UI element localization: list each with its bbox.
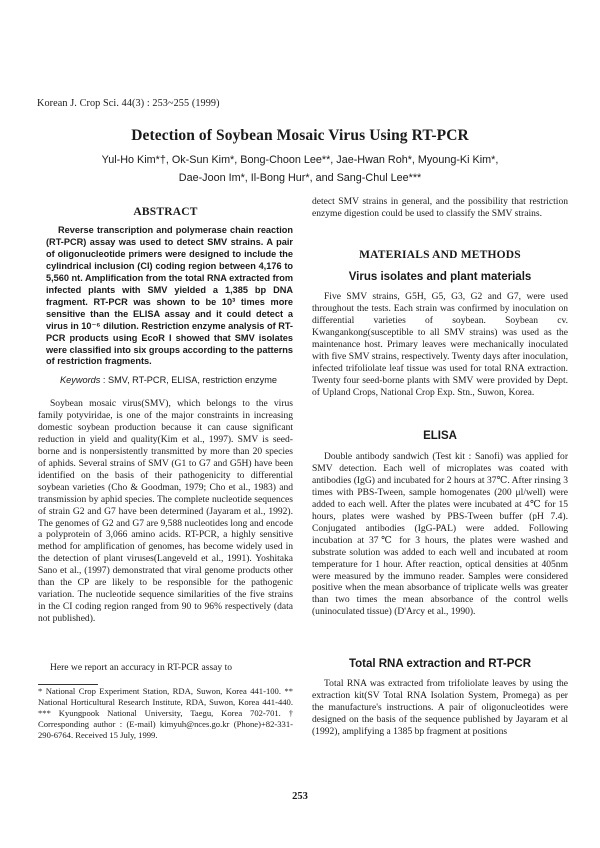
page-number: 253	[292, 791, 308, 802]
author-list	[60, 151, 540, 187]
footnote-divider	[38, 684, 98, 685]
abstract-text: Reverse transcription and polymerase chain reaction (RT-PCR) assay was used to detect SMV strains. A pair of oligonucleotide primers were designed to include the cylindrical inclusion (CI) coding region between 4,176 to 5,560 nt. Amplification from the total RNA extracted from infected plants with SMV yielded a 1,385 bp DNA fragment. RT-PCR was shown to be 10³ times more sensitive than the ELISA assay and it could detect a virus in 10⁻⁶ dilution. Restriction enzyme analysis of RT- PCR products using EcoR I showed that SMV isolates were classified into six groups according to the patterns of restriction fragments.	[46, 225, 293, 367]
keywords-label: Keywords	[60, 375, 101, 385]
virus-isolates-text: Five SMV strains, G5H, G5, G3, G2 and G7, were used throughout the tests. Each strain was confirmed by inoculation on differential varieties of soybean. Soybean cv. Kwangankong(susceptible to all SMV strains) was used as the maintenance host. Primary leaves were mechanically inoculated with five SMV strains, respectively. Twenty days after inoculation, infected trifoliolate leaf tissue was used for total RNA extraction. Twenty four seed-borne plants with SMV were provided by Dept. of Upland Crops, National Crop Exp. Stn., Suwon, Korea.	[312, 291, 568, 398]
keywords-list: : SMV, RT-PCR, ELISA, restriction enzyme	[100, 375, 278, 385]
methods-heading: MATERIALS AND METHODS	[359, 249, 521, 261]
authors-line-1: Yul-Ho Kim*†, Ok-Sun Kim*, Bong-Choon Lee**, Jae-Hwan Roh*, Myoung-Ki Kim*,	[101, 154, 499, 166]
rna-extraction-text: Total RNA was extracted from trifoliolate leaves by using the extraction kit(SV Total RNA Isolation System, Promega) as per the manufacture's instructions. A pair of oligonucleotides were designed on the basis of the sequence published by Jayaram et al (1992), amplifying a 1385 bp fragment at positions	[312, 678, 568, 737]
authors-line-2: Dae-Joon Im*, Il-Bong Hur*, and Sang-Chul Lee***	[178, 172, 422, 184]
journal-citation: Korean J. Crop Sci. 44(3) : 253~255 (1999)	[37, 98, 220, 109]
paper-title: Detection of Soybean Mosaic Virus Using RT-PCR	[131, 127, 469, 144]
elisa-text: Double antibody sandwich (Test kit : Sanofi) was applied for SMV detection. Each well of microplates was coated with antibodies (IgG) and incubated for 2 hours at 37℃. After rinsing 3 times with PBS-Tween, sample homogenates (200 μl/well) were added to each well. After the plates were incubated at 4℃ for 15 hours, plates were washed by PBS-Tween buffer (pH 7.4). Conjugated antibodies (IgG-PAL) were added. Following incubation at 37℃ for 3 hours, the plates were washed and substrate solution was added to each well and incubated at room temperature for 1 hour. After reaction, optical densities at 405nm were measured by the immuno reader. Samples were considered positive when the mean absorbance of triplicate wells was greater than two times the mean absorbance of the control wells (uninoculated tissue) (D'Arcy et al., 1990).	[312, 451, 568, 618]
subheading-virus-isolates: Virus isolates and plant materials	[348, 271, 532, 283]
intro-continuation: detect SMV strains in general, and the possibility that restriction enzyme digestion could be used to classify the SMV strains.	[312, 196, 568, 219]
abstract-heading: ABSTRACT	[133, 206, 198, 218]
intro-paragraph-2: Here we report an accuracy in RT-PCR assay to	[50, 662, 232, 673]
subheading-elisa: ELISA	[423, 430, 457, 442]
keywords	[60, 375, 293, 385]
subheading-rna-extraction: Total RNA extraction and RT-PCR	[348, 658, 532, 670]
intro-paragraph-1: Soybean mosaic virus(SMV), which belongs to the virus family potyviridae, is one of the major constraints in increasing domestic soybean production because it can cause significant reduction in yield and quality(Kim et al., 1997). SMV is seed-borne and is nonpersistently transmitted by more than 20 species of aphids. Several strains of SMV (G1 to G7 and G5H) have been identified on the basis of their pathogenicity to differential soybean varieties (Cho & Goodman, 1979; Cho et al., 1983) and transmission by aphid species. The complete nucleotide sequences of strain G2 and G7 have been determined (Jayaram et al., 1992). The genomes of G2 and G7 are 9,588 nucleotides long and encode a polyprotein of 3,066 amino acids. RT-PCR, a highly sensitive method for amplification of genomes, has become widely used in the detection of plant viruses(Langeveld et al., 1991). Yoshitaka Sano et al., (1997) demonstrated that viral genome products other than the CP are likely to be responsible for the pathogenic variation. The nucleotide sequence similarities of the five strains in the CI coding region ranged from 90 to 96% respectively (data not published).	[38, 398, 293, 625]
footnote: * National Crop Experiment Station, RDA, Suwon, Korea 441-100. ** National Horticultural Research Institute, RDA, Suwon, Korea 441-440. *** Kyungpook National University, Taegu, Korea 702-701. † Corresponding author : (E-mail) kimyuh@nces.go.kr (Phone)+82-331-290-6764. Received 15 July, 1999.	[38, 686, 293, 740]
